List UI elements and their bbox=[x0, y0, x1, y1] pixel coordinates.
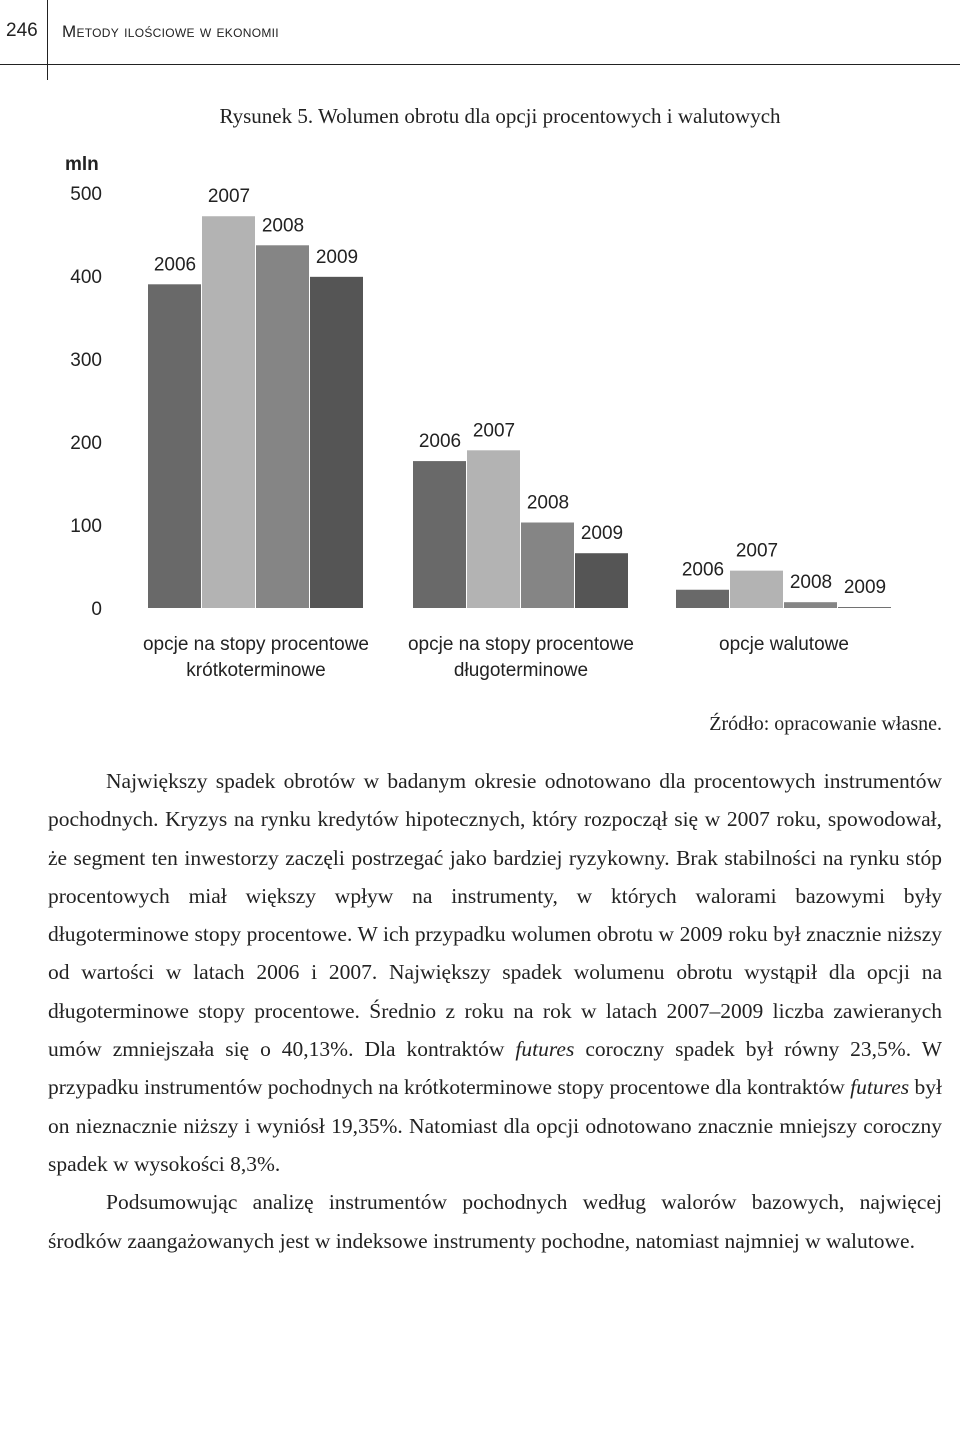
bar-data-label: 2007 bbox=[472, 420, 516, 442]
paragraph-2: Podsumowując analizę instrumentów pochodnych według walorów bazowych, najwięcej środków zaangażowanych jest w indeksowe instrumenty pochodne, natomiast najmniej w walutowe. bbox=[48, 1190, 942, 1253]
header-horizontal-rule bbox=[0, 64, 960, 65]
futures-term: futures bbox=[515, 1037, 575, 1062]
bar-data-label: 2008 bbox=[526, 492, 570, 514]
body-text bbox=[48, 762, 942, 1260]
bar bbox=[467, 450, 520, 608]
category-label: długoterminowe bbox=[453, 660, 589, 681]
bar bbox=[521, 523, 574, 608]
running-head: Metody ilościowe w ekonomii bbox=[62, 22, 279, 41]
page-header bbox=[0, 0, 960, 80]
bar bbox=[256, 245, 309, 608]
y-tick-label: 500 bbox=[70, 184, 102, 205]
bar bbox=[730, 571, 783, 608]
bar-data-label: 2008 bbox=[261, 215, 305, 237]
bar-data-label: 2006 bbox=[681, 559, 725, 581]
bar-data-label: 2009 bbox=[580, 523, 624, 545]
category-label: opcje na stopy procentowe bbox=[407, 634, 635, 655]
header-vertical-rule bbox=[47, 0, 48, 80]
bar bbox=[838, 607, 891, 608]
bar-data-label: 2009 bbox=[843, 577, 887, 599]
bar bbox=[148, 284, 201, 608]
figure-source: Źródło: opracowanie własne. bbox=[709, 713, 942, 735]
bar bbox=[575, 553, 628, 608]
y-tick-label: 0 bbox=[91, 599, 102, 620]
futures-term: futures bbox=[850, 1075, 910, 1100]
bar bbox=[676, 590, 729, 608]
y-tick-label: 300 bbox=[70, 350, 102, 371]
bar-data-label: 2006 bbox=[153, 254, 197, 276]
paragraph-1-part-c: był on nieznacznie niższy i wyniósł 19,35%. Natomiast dla opcji odnotowano znacznie mniejszy coroczny spadek w wysokości 8,3%. bbox=[48, 1075, 942, 1176]
bar bbox=[202, 216, 255, 608]
category-label: krótkoterminowe bbox=[186, 660, 326, 681]
bar-data-label: 2008 bbox=[789, 572, 833, 594]
paragraph-1 bbox=[48, 762, 942, 1183]
bar-data-label: 2007 bbox=[207, 186, 251, 208]
bar bbox=[310, 277, 363, 608]
y-tick-label: 200 bbox=[70, 433, 102, 454]
paragraph-1-part-a: Największy spadek obrotów w badanym okresie odnotowano dla procentowych instrumentów pochodnych. Kryzys na rynku kredytów hipotecznych, który rozpoczął się w 2007 roku, spowodował, że segment ten inwestorzy zaczęli postrzegać jako bardziej ryzykowny. Brak stabilności na rynku stóp procentowych miał większy wpływ na instrumenty, w których walorami bazowymi były długoterminowe stopy procentowe. W ich przypadku wolumen obrotu w 2009 roku był znacznie niższy od wartości w latach 2006 i 2007. Największy spadek wolumenu obrotu wystąpił dla opcji na długoterminowe stopy procentowe. Średnio z roku na rok w latach 2007–2009 liczba zawieranych umów zmniejszała się o 40,13%. Dla kontraktów bbox=[48, 769, 942, 1062]
bar bbox=[784, 602, 837, 608]
y-axis-label: mln bbox=[65, 154, 99, 175]
y-tick-label: 100 bbox=[70, 516, 102, 537]
bar-data-label: 2009 bbox=[315, 246, 359, 268]
category-label: opcje walutowe bbox=[719, 634, 849, 655]
paragraph-1-part-b: coroczny spadek był równy 23,5%. W przypadku instrumentów pochodnych na krótkoterminowe stopy procentowe dla kontraktów bbox=[48, 1037, 942, 1100]
category-label: opcje na stopy procentowe bbox=[142, 634, 370, 655]
bar bbox=[413, 461, 466, 608]
bar-data-label: 2007 bbox=[735, 540, 779, 562]
bar-chart bbox=[0, 150, 960, 700]
y-tick-label: 400 bbox=[70, 267, 102, 288]
figure-title: Rysunek 5. Wolumen obrotu dla opcji procentowych i walutowych bbox=[219, 104, 781, 128]
bar-data-label: 2006 bbox=[418, 431, 462, 453]
page-number: 246 bbox=[6, 20, 38, 41]
